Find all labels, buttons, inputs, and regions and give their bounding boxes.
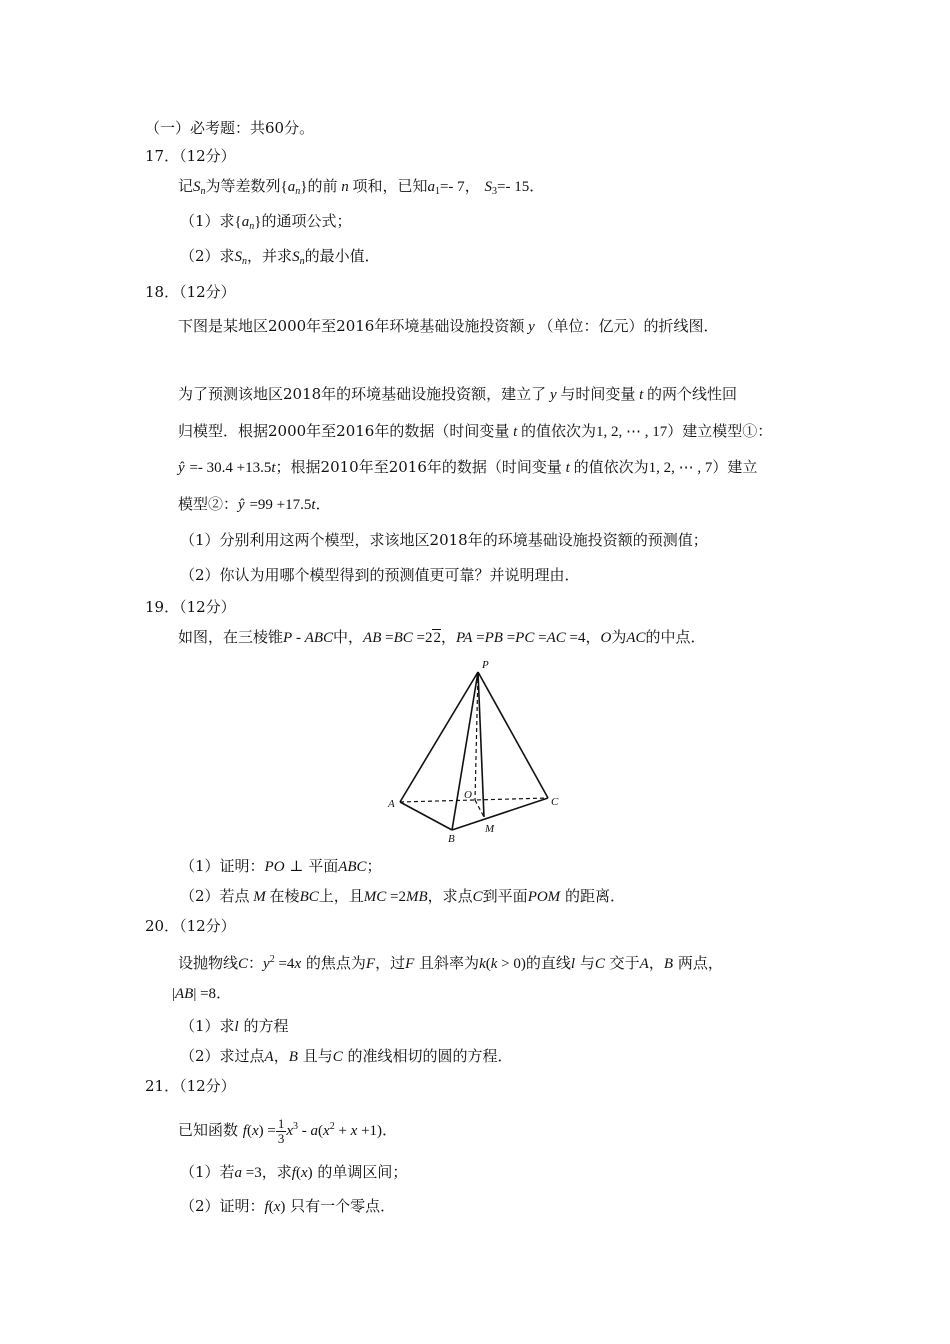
edge-pa [400, 672, 478, 802]
q17-part2: （2）求$S_n$，并求$S_n$的最小值． [180, 247, 380, 267]
edge-bc [452, 798, 548, 830]
label-b: B [448, 833, 455, 845]
q18-part1: （1）分别利用这两个模型，求该地区2018年的环境基础设施投资额的预测值； [180, 531, 708, 549]
tetrahedron-figure [385, 655, 570, 845]
edge-pm [478, 672, 484, 817]
q17-part1: （1）求$\{a_n\}$的通项公式； [180, 212, 352, 232]
q17-stem: 记$S_n$为等差数列$\{a_n\}$的前 n 项和，已知$a_1=-$ 7， $S_3=-$ 15． [178, 177, 545, 197]
edge-pb [452, 672, 478, 830]
label-p: P [482, 659, 489, 671]
q19-part2: （2）若点 M 在棱BC上，且MC =2MB，求点C到平面POM 的距离． [180, 887, 625, 905]
q19-number: 19．（12分） [145, 598, 236, 616]
q19-stem: 如图，在三棱锥P - ABC中，AB =BC =22，PA =PB =PC =AC =4，O为AC的中点． [178, 628, 706, 646]
q21-part1: （1）若a =3，求f(x) 的单调区间； [180, 1163, 408, 1181]
q21-stem: 已知函数 f(x) = $\frac{1}{3}$ $x^3 - a(x^2 + x +1)$． [178, 1115, 398, 1146]
q17-number: 17．（12分） [145, 147, 236, 165]
edge-ac-dashed [400, 798, 548, 802]
section-header: （一）必考题：共60分。 [145, 119, 315, 137]
q19-part1: （1）证明：PO ⊥ 平面ABC； [180, 857, 382, 875]
q21-part2: （2）证明：f(x) 只有一个零点． [180, 1197, 396, 1215]
q18-line5: 模型②：ŷ =99 +17.5t． [178, 495, 331, 513]
q18-number: 18．（12分） [145, 283, 236, 301]
q18-line1: 下图是某地区2000年至2016年环境基础设施投资额 y （单位：亿元）的折线图． [178, 317, 719, 335]
q20-part1: （1）求l 的方程 [180, 1017, 289, 1035]
label-a: A [388, 798, 395, 810]
q20-stem-line2: |AB| =8． [172, 984, 232, 1002]
q20-part2: （2）求过点A，B 且与C 的准线相切的圆的方程． [180, 1047, 513, 1065]
q18-line4: ŷ =- 30.4 +13.5t；根据2010年至2016年的数据（时间变量 t 的值依次为1, 2, ⋯ , 7）建立 [178, 458, 758, 476]
q21-number: 21．（12分） [145, 1077, 236, 1095]
label-c: C [551, 796, 559, 808]
q20-stem: 设抛物线C：$y^2 =4x$ 的焦点为F，过F 且斜率为k(k > 0)的直线l 与C 交于A，B 两点， [178, 954, 723, 972]
q18-line3: 归模型．根据2000年至2016年的数据（时间变量 t 的值依次为1, 2, ⋯ , 17）建立模型①： [178, 422, 773, 440]
label-o: O [464, 789, 472, 801]
q18-line2: 为了预测该地区2018年的环境基础设施投资额，建立了 y 与时间变量 t 的两个线性回 [178, 385, 738, 403]
q18-part2: （2）你认为用哪个模型得到的预测值更可靠？并说明理由． [180, 566, 580, 584]
edge-ab [400, 802, 452, 830]
edge-pc [478, 672, 548, 798]
q20-number: 20．（12分） [145, 917, 236, 935]
label-m: M [485, 823, 495, 835]
